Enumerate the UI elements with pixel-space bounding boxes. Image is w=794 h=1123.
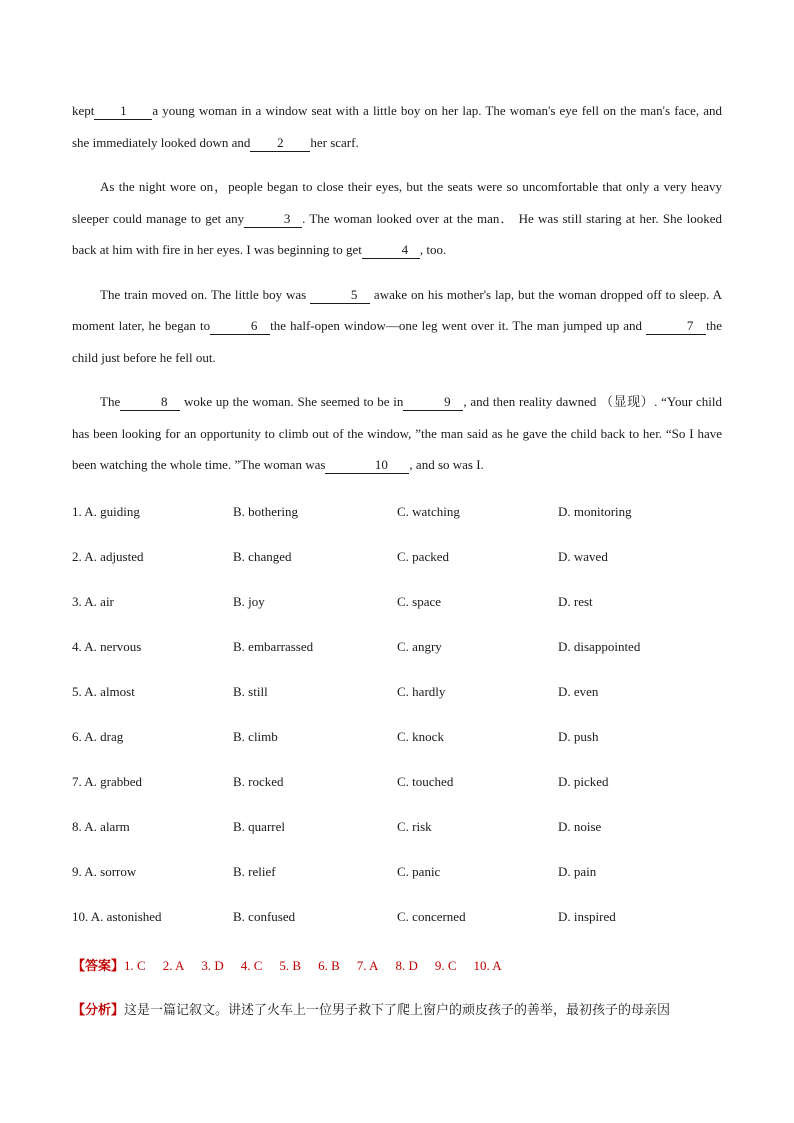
option-b: B. still [233,684,268,699]
option-d: D. push [558,729,599,744]
blank-5: 5 [310,287,370,304]
answer-item: 6. B [318,958,340,973]
text: awake on his mother's lap, but the woman dropped off to sleep. A moment later, he began to [72,286,722,333]
option-row [72,684,722,729]
paragraph-2 [72,171,722,266]
blank-6: 6 [210,318,270,335]
option-row [72,819,722,864]
text: her scarf. [310,134,359,150]
option-d: D. rest [558,594,593,609]
answer-key [72,955,519,974]
text: , and so was I. [409,457,484,472]
option-c: C. concerned [397,909,466,924]
blank-3: 3 [244,211,302,228]
text: kept [72,103,95,118]
cloze-passage [72,95,722,481]
text: the half-open window—one leg went over it. The man jumped up and [270,318,643,333]
answer-item: 5. B [279,958,302,973]
answer-item: 4. C [240,958,263,973]
option-a: 1. A. guiding [72,504,140,519]
option-c: C. panic [397,864,441,879]
text: , too. [419,242,447,257]
option-a: 4. A. nervous [72,639,142,654]
option-d: D. monitoring [558,504,632,519]
option-c: C. hardly [397,684,446,699]
paragraph-3 [72,279,722,374]
text: the child just before he fell out. [72,318,723,365]
blank-4: 4 [362,242,420,259]
option-row [72,639,722,684]
option-row [72,729,722,774]
blank-9: 9 [403,394,463,411]
analysis-tag: 【分析】 [72,1003,125,1018]
option-c: C. risk [397,819,432,834]
option-row [72,909,722,954]
text: , and then reality dawned （显现）. “Your child has been looking for an opportunity to climb out of the window, ”the man said as he gave the child back to her. “So I have been watching the whole time. ”The woman was [72,394,723,472]
text: woke up the woman. She seemed to be in [183,394,404,409]
option-a: 10. A. astonished [72,909,162,924]
option-row [72,864,722,909]
paragraph-4 [72,386,722,481]
paragraph-1 [72,95,722,158]
text: . The woman looked over at the man． He was still staring at her. She looked back at him with fire in her eyes. I was beginning to get [72,210,722,257]
option-b: B. quarrel [233,819,285,834]
answer-item: 8. D [395,958,418,973]
option-b: B. changed [233,549,292,564]
text: The [100,394,121,409]
option-a: 8. A. alarm [72,819,130,834]
text: The train moved on. The little boy was [100,286,307,302]
option-d: D. pain [558,864,597,879]
option-d: D. noise [558,819,602,834]
option-b: B. bothering [233,504,298,519]
analysis-text: 这是一篇记叙文。讲述了火车上一位男子救下了爬上窗户的顽皮孩子的善举，最初孩子的母亲因 [124,1003,671,1018]
answer-item: 9. C [434,958,457,973]
blank-10: 10 [325,457,409,474]
option-b: B. embarrassed [233,639,314,654]
option-c: C. space [397,594,442,609]
option-b: B. climb [233,729,278,744]
option-d: D. inspired [558,909,616,924]
option-row [72,504,722,549]
option-b: B. relief [233,864,276,879]
options-list [72,504,722,954]
option-a: 5. A. almost [72,684,135,699]
option-a: 9. A. sorrow [72,864,137,879]
option-d: D. disappointed [558,639,641,654]
option-row [72,549,722,594]
option-row [72,774,722,819]
answer-item: 7. A [356,958,379,973]
blank-2: 2 [250,135,310,152]
blank-8: 8 [120,394,180,411]
answer-item: 1. C [124,958,146,973]
text: a young woman in a window seat with a little boy on her lap. The woman's eye fell on the man's face, and she immediately looked down and [72,103,722,150]
option-c: C. angry [397,639,442,654]
option-c: C. packed [397,549,449,564]
blank-7: 7 [646,318,706,335]
option-a: 6. A. drag [72,729,124,744]
option-d: D. picked [558,774,609,789]
blank-1: 1 [94,103,152,120]
text: As the night wore on，people began to close their eyes, but the seats were so uncomfortable that only a very heavy sleeper could manage to get any [72,179,722,226]
option-b: B. joy [233,594,265,609]
answer-item: 3. D [201,958,224,973]
option-a: 2. A. adjusted [72,549,144,564]
option-d: D. even [558,684,599,699]
analysis-paragraph [72,999,724,1018]
option-d: D. waved [558,549,608,564]
option-c: C. watching [397,504,460,519]
option-a: 3. A. air [72,594,114,609]
option-c: C. knock [397,729,444,744]
option-row [72,594,722,639]
answer-item: 2. A [162,958,185,973]
option-b: B. rocked [233,774,284,789]
option-b: B. confused [233,909,296,924]
option-a: 7. A. grabbed [72,774,143,789]
answer-tag: 【答案】 [72,959,125,974]
option-c: C. touched [397,774,454,789]
answer-item: 10. A [473,958,502,973]
